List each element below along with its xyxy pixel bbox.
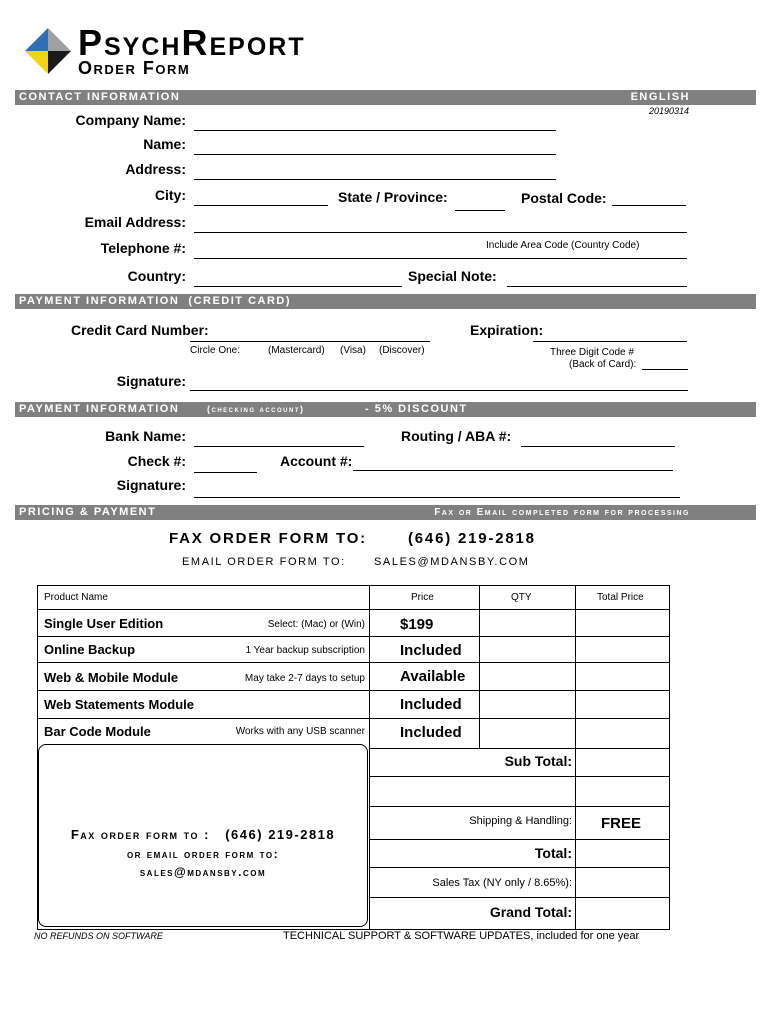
- bank-name-field[interactable]: [194, 446, 364, 447]
- psychreport-logo-icon: [25, 28, 71, 74]
- section-pricing-bar: [15, 505, 756, 520]
- name-label: Name:: [143, 136, 186, 152]
- card-number-label: Credit Card Number:: [71, 322, 209, 338]
- city-label: City:: [154, 187, 186, 203]
- address-label: Address:: [125, 161, 186, 177]
- order-table: [37, 585, 670, 930]
- check-signature-field[interactable]: [194, 497, 680, 498]
- brand-title: PsychReport: [78, 22, 306, 63]
- product-name: Web Statements Module: [44, 697, 195, 712]
- section-contact-title: CONTACT INFORMATION: [19, 91, 181, 103]
- subtotal-label: Sub Total:: [504, 753, 572, 769]
- area-code-note: Include Area Code (Country Code): [486, 240, 640, 251]
- bank-name-label: Bank Name:: [105, 428, 186, 444]
- qty-input[interactable]: [486, 612, 570, 632]
- special-note-field[interactable]: [507, 286, 687, 287]
- email-order-address: SALES@MDANSBY.COM: [374, 556, 530, 568]
- section-check-subtitle: (checking account): [207, 404, 305, 414]
- box-fax-line: Fax order form to : (646) 219-2818: [70, 827, 336, 842]
- product-note[interactable]: Select: (Mac) or (Win): [267, 619, 365, 630]
- telephone-field[interactable]: [194, 258, 687, 259]
- country-field[interactable]: [194, 286, 402, 287]
- company-field[interactable]: [194, 130, 556, 131]
- header-qty: QTY: [511, 592, 532, 603]
- mastercard-option[interactable]: (Mastercard): [268, 345, 325, 356]
- product-name: Web & Mobile Module: [44, 670, 179, 685]
- routing-field[interactable]: [521, 446, 675, 447]
- telephone-label: Telephone #:: [100, 240, 186, 256]
- box-email-line-1: or email order form to:: [126, 847, 280, 861]
- section-contact-bar: [15, 90, 756, 105]
- pricing-note: Fax or Email completed form for processing: [434, 507, 690, 518]
- cc-signature-field[interactable]: [190, 390, 688, 391]
- check-number-label: Check #:: [127, 453, 186, 469]
- product-price: Included: [400, 642, 462, 659]
- product-price: $199: [400, 616, 434, 633]
- cc-signature-label: Signature:: [116, 373, 186, 389]
- city-field[interactable]: [194, 205, 328, 206]
- section-credit-title: PAYMENT INFORMATION (CREDIT CARD): [19, 295, 292, 307]
- product-price: Included: [400, 696, 462, 713]
- support-note: TECHNICAL SUPPORT & SOFTWARE UPDATES, included for one year: [283, 930, 640, 942]
- discover-option[interactable]: (Discover): [379, 345, 425, 356]
- header-total-price: Total Price: [597, 592, 644, 603]
- product-price: Available: [400, 668, 466, 685]
- product-note: May take 2-7 days to setup: [244, 673, 365, 684]
- email-label: Email Address:: [84, 214, 186, 230]
- product-note: Works with any USB scanner: [235, 726, 365, 737]
- company-label: Company Name:: [75, 112, 186, 128]
- box-email-line-2: sales@mdansby.com: [139, 865, 267, 879]
- section-check-title: PAYMENT INFORMATION: [19, 403, 180, 415]
- email-order-label: EMAIL ORDER FORM TO:: [182, 556, 346, 568]
- shipping-value: FREE: [601, 815, 642, 832]
- email-field[interactable]: [194, 232, 687, 233]
- postal-label: Postal Code:: [521, 190, 607, 206]
- expiration-label: Expiration:: [470, 322, 544, 338]
- product-name: Bar Code Module: [44, 724, 151, 739]
- section-check-discount: - 5% DISCOUNT: [365, 403, 468, 415]
- special-note-label: Special Note:: [408, 268, 497, 284]
- card-number-field[interactable]: [190, 341, 430, 342]
- shipping-label: Shipping & Handling:: [469, 815, 572, 827]
- section-check-bar: [15, 402, 756, 417]
- header-product: Product Name: [44, 592, 108, 603]
- form-subtitle: Order Form: [78, 58, 191, 78]
- product-note: 1 Year backup subscription: [245, 645, 365, 656]
- product-price: Included: [400, 724, 462, 741]
- check-number-field[interactable]: [194, 472, 257, 473]
- grand-total-label: Grand Total:: [489, 904, 572, 920]
- cvv-field[interactable]: [642, 369, 688, 370]
- no-refunds-note: NO REFUNDS ON SOFTWARE: [34, 931, 163, 941]
- fax-email-box: [38, 744, 368, 927]
- name-field[interactable]: [194, 154, 556, 155]
- section-pricing-title: PRICING & PAYMENT: [19, 506, 157, 518]
- state-label: State / Province:: [338, 189, 448, 205]
- back-of-card-label: (Back of Card):: [569, 359, 637, 370]
- visa-option[interactable]: (Visa): [340, 345, 366, 356]
- account-label: Account #:: [280, 453, 353, 469]
- section-credit-bar: [15, 294, 756, 309]
- country-label: Country:: [127, 268, 186, 284]
- expiration-field[interactable]: [533, 341, 687, 342]
- routing-label: Routing / ABA #:: [401, 428, 512, 444]
- product-name: Single User Edition: [44, 616, 164, 631]
- total-label: Total:: [534, 845, 572, 861]
- address-field[interactable]: [194, 179, 556, 180]
- account-field[interactable]: [353, 470, 673, 471]
- product-name: Online Backup: [44, 642, 136, 657]
- header-price: Price: [411, 592, 434, 603]
- check-signature-label: Signature:: [116, 477, 186, 493]
- circle-one-label: Circle One:: [190, 345, 241, 356]
- sales-tax-label: Sales Tax (NY only / 8.65%):: [432, 877, 572, 889]
- language-label: ENGLISH: [630, 91, 690, 103]
- fax-order-label: FAX ORDER FORM TO:: [169, 530, 367, 547]
- postal-field[interactable]: [612, 205, 686, 206]
- state-field[interactable]: [455, 210, 505, 211]
- form-code: 20190314: [649, 106, 690, 116]
- three-digit-label: Three Digit Code #: [550, 347, 634, 358]
- fax-order-number: (646) 219-2818: [408, 530, 536, 547]
